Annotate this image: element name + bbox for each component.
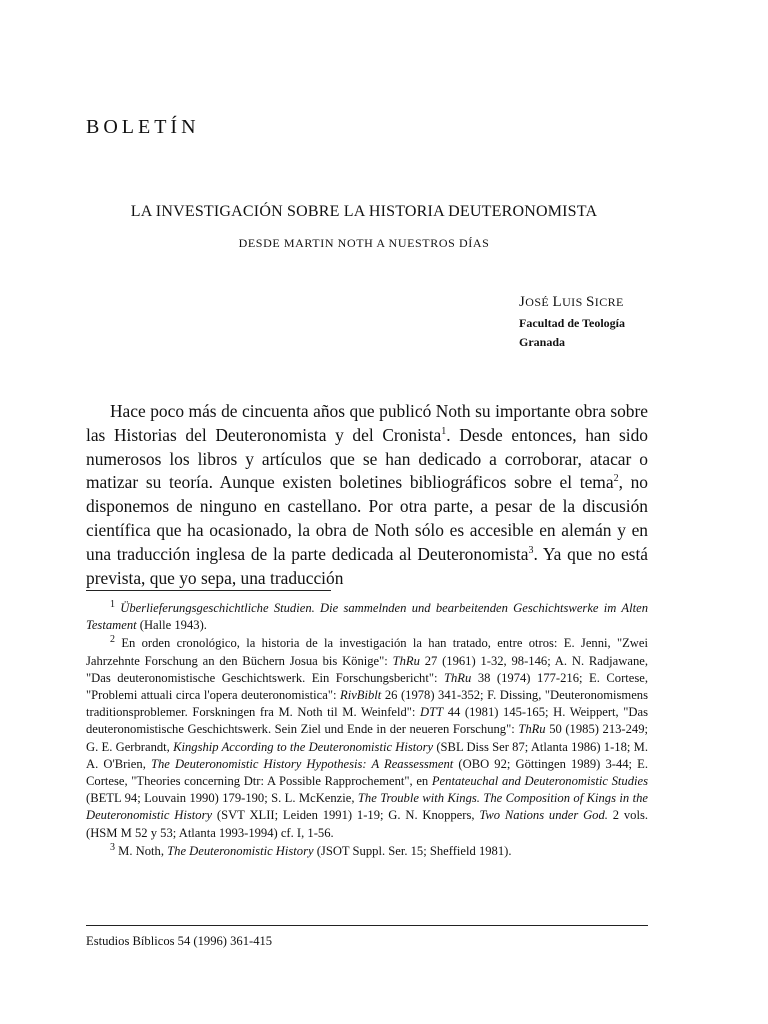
section-heading: BOLETÍN [86,116,200,138]
author-block [519,294,625,353]
footer-divider [86,925,648,926]
article-subtitle: DESDE MARTIN NOTH A NUESTROS DÍAS [238,236,490,250]
journal-reference: Estudios Bíblicos 54 (1996) 361-415 [86,934,273,948]
paragraph: Hace poco más de cincuenta años que publicó Noth su importante obra sobre las Historias del Deuteronomista y del Cronista$^1$. Desde entonces, han sido numerosos los libros y artículos que se han dedicado a corroborar, atacar o matizar su teoría. Aunque existen boletines bibliográficos sobre el tema$^2$, no disponemos de ninguno en castellano. Por otra parte, a pesar de la discusión científica que ha ocasionado, la obra de Noth sólo es accesible en alemán y en una traducción inglesa de la parte dedicada al Deuteronomista$^3$. Ya que no está prevista, que yo sepa, una traducción [86,401,648,588]
footnote-ref: 1 [441,426,447,437]
footnote-1: $^1$ Überlieferungsgeschichtliche Studien. Die sammelnden und bearbeitenden Geschichtswerke im Alten Testament (Halle 1943). [86,598,648,633]
author-city: Granada [519,335,566,349]
footnote-divider [86,590,331,591]
footnote-ref: 3 [528,544,534,556]
footnote-2: $^2$ En orden cronológico, la historia de la investigación la han tratado, entre otros: E. Jenni, "Zwei Jahrzehnte Forschung an den Büchern Josua bis Könige": ThRu 27 (1961) 1-32, 98-146; A. N. Radjawane, "Das deuteronomistische Geschichtswerk. Ein Forschungsbericht": ThRu 38 (1974) 177-216; E. Cortese, "Problemi attuali circa l'opera deuteronomistica": RivBiblt 26 (1978) 341-352; F. Dissing, "Deuteronomismens traditionsproblemer. Forskningen fra M. Noth til M. Weinfeld": DTT 44 (1981) 145-165; H. Weippert, "Das deuteronomistische Geschichtswerk. Sein Ziel und Ende in der neueren Forschung": ThRu 50 (1985) 213-249; G. E. Gerbrandt, Kingship According to the Deuteronomistic History (SBL Diss Ser 87; Atlanta 1986) 1-18; M. A. O'Brien, The Deuteronomistic History Hypothesis: A Reassessment (OBO 92; Göttingen 1989) 3-44; E. Cortese, "Theories concerning Dtr: A Possible Rapprochement", en Pentateuchal and Deuteronomistic Studies (BETL 94; Louvain 1990) 179-190; S. L. McKenzie, The Trouble with Kings. The Composition of Kings in the Deuteronomistic History (SVT XLII; Leiden 1991) 1-19; G. N. Knoppers, Two Nations under God. 2 vols. (HSM M 52 y 53; Atlanta 1993-1994) cf. I, 1-56. [86,634,648,840]
footnote-ref: 2 [613,473,619,485]
body-text [86,400,648,590]
footnote-3: $^3$ M. Noth, The Deuteronomistic History (JSOT Suppl. Ser. 15; Sheffield 1981). [110,841,512,858]
author-name: JOSÉ LUIS SICRE [519,294,624,310]
footnotes [86,600,648,861]
article-title: LA INVESTIGACIÓN SOBRE LA HISTORIA DEUTERONOMISTA [130,203,598,220]
author-institution: Facultad de Teología [519,316,626,330]
